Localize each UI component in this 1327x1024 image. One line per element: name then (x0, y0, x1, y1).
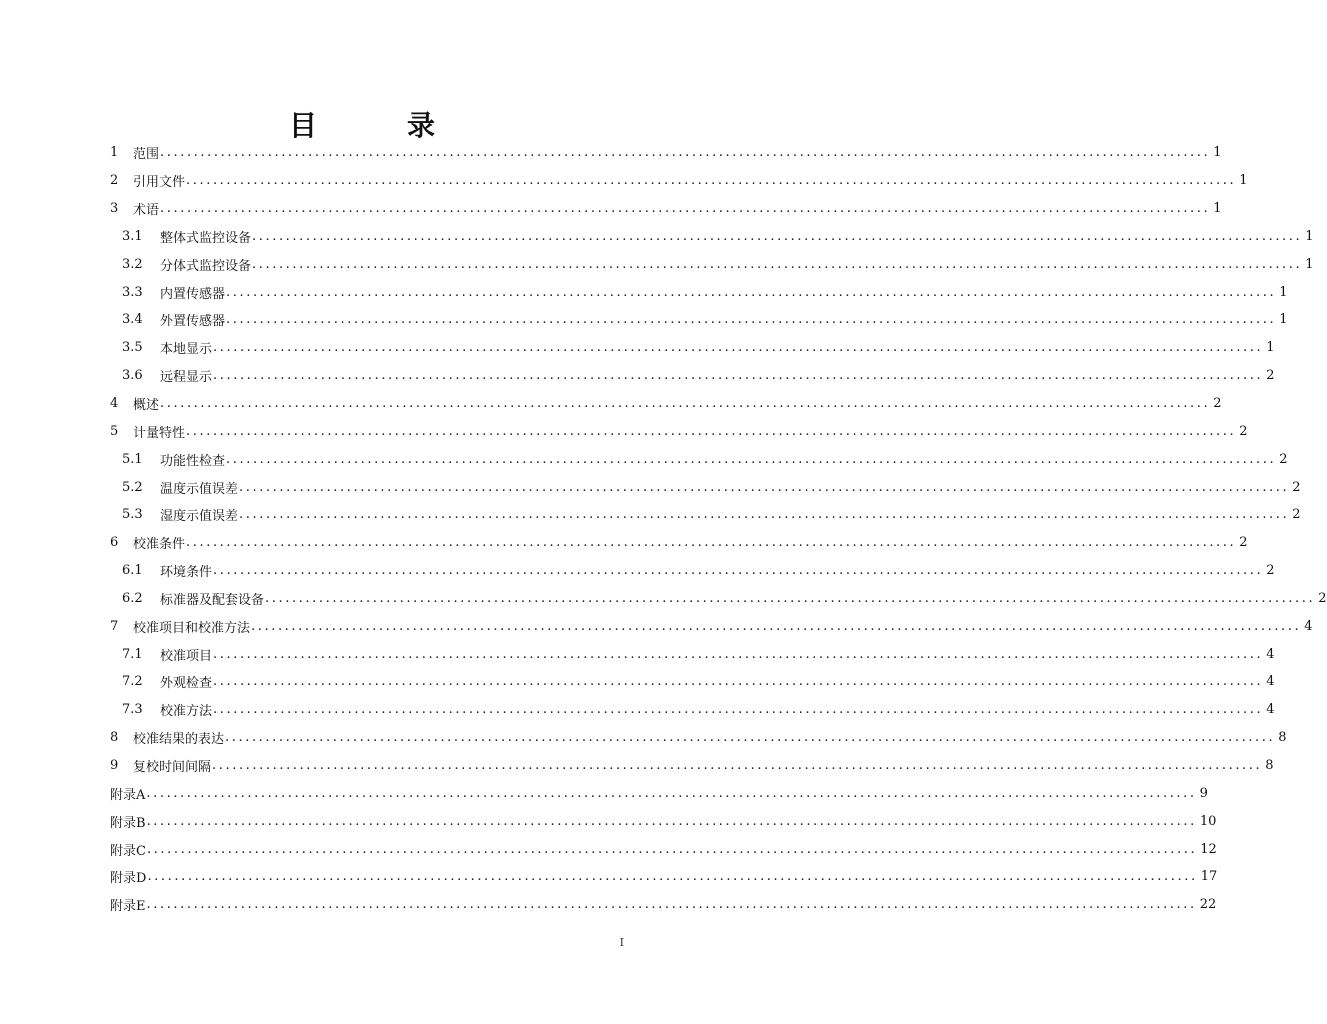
table-of-contents (0, 139, 1327, 919)
toc-entry-label: 内置传感器 (160, 286, 226, 302)
toc-entry-label: 附录A (110, 787, 146, 803)
toc-entry-page-number: 1 (1266, 340, 1275, 356)
toc-dot-leader: ............................................................................................................................................................ (212, 757, 1263, 773)
toc-entry-number: 5.1 (122, 451, 143, 467)
toc-dot-leader: ............................................................................................................................................................ (186, 535, 1237, 551)
toc-entry[interactable] (0, 696, 1275, 724)
toc-entry-number: 6 (110, 535, 119, 551)
page-number: I (619, 936, 624, 949)
toc-dot-leader: ............................................................................................................................................................ (239, 479, 1290, 495)
toc-entry[interactable] (0, 529, 1248, 557)
toc-entry-label: 环境条件 (160, 565, 213, 581)
toc-entry[interactable] (0, 250, 1314, 278)
toc-dot-leader: ............................................................................................................................................................ (252, 256, 1303, 272)
toc-entry-number: 5.2 (122, 479, 143, 495)
toc-entry[interactable] (0, 612, 1313, 640)
toc-entry-page-number: 1 (1213, 201, 1222, 217)
toc-dot-leader: ............................................................................................................................................................ (160, 145, 1211, 161)
toc-entry-number: 9 (110, 757, 119, 773)
toc-entry-number: 3 (110, 201, 119, 217)
toc-entry-number: 3.2 (122, 256, 143, 272)
toc-entry-label: 附录B (110, 815, 146, 831)
toc-dot-leader: ............................................................................................................................................................ (265, 590, 1316, 606)
toc-entry-number: 7.3 (122, 702, 143, 718)
toc-entry-number: 4 (110, 396, 119, 412)
toc-entry-number: 6.1 (122, 563, 143, 579)
toc-dot-leader: ............................................................................................................................................................ (213, 674, 1264, 690)
toc-dot-leader: ............................................................................................................................................................ (186, 423, 1237, 439)
toc-entry-label: 概述 (133, 398, 160, 414)
page-title-char-1: 目 (288, 109, 407, 142)
toc-entry-page-number: 4 (1304, 618, 1313, 634)
toc-entry[interactable] (0, 362, 1275, 390)
toc-entry[interactable] (0, 139, 1222, 167)
toc-entry-number: 3.1 (122, 228, 143, 244)
toc-entry-label: 校准结果的表达 (133, 732, 225, 748)
toc-entry-page-number: 10 (1199, 813, 1217, 829)
toc-dot-leader: ............................................................................................................................................................ (147, 869, 1198, 885)
toc-entry-page-number: 2 (1279, 451, 1288, 467)
toc-entry-label: 本地显示 (160, 342, 213, 358)
toc-entry-label: 校准项目 (160, 648, 213, 664)
toc-entry-label: 术语 (133, 203, 160, 219)
toc-dot-leader: ............................................................................................................................................................ (160, 396, 1211, 412)
toc-entry-page-number: 2 (1292, 507, 1301, 523)
toc-entry[interactable] (0, 835, 1217, 863)
toc-entry-label: 引用文件 (133, 175, 186, 191)
toc-entry-number: 3.6 (122, 368, 143, 384)
toc-entry-label: 功能性检查 (160, 453, 226, 469)
toc-entry-label: 计量特性 (133, 425, 186, 441)
toc-dot-leader: ............................................................................................................................................................ (146, 897, 1197, 913)
toc-entry-page-number: 1 (1279, 284, 1288, 300)
toc-entry-page-number: 22 (1199, 897, 1217, 913)
toc-entry[interactable] (0, 724, 1287, 752)
toc-entry[interactable] (0, 668, 1275, 696)
toc-entry-number: 1 (110, 145, 119, 161)
toc-dot-leader: ............................................................................................................................................................ (146, 841, 1198, 857)
toc-entry-label: 附录E (110, 899, 146, 915)
toc-entry[interactable] (0, 306, 1288, 334)
toc-entry-label: 温度示值误差 (160, 481, 239, 497)
toc-entry-page-number: 2 (1239, 535, 1248, 551)
toc-entry-number: 5.3 (122, 507, 143, 523)
toc-dot-leader: ............................................................................................................................................................ (160, 201, 1211, 217)
toc-entry[interactable] (0, 557, 1275, 585)
toc-entry[interactable] (0, 334, 1275, 362)
toc-entry-label: 标准器及配套设备 (160, 592, 265, 608)
toc-entry-label: 范围 (133, 147, 160, 163)
toc-entry-label: 外置传感器 (160, 314, 226, 330)
toc-entry-number: 3.4 (122, 312, 143, 328)
toc-entry[interactable] (0, 278, 1288, 306)
toc-entry-page-number: 2 (1266, 368, 1275, 384)
toc-entry[interactable] (0, 752, 1274, 780)
toc-entry[interactable] (0, 223, 1314, 251)
page-title-char-2: 录 (407, 109, 526, 142)
toc-entry-page-number: 2 (1266, 563, 1275, 579)
toc-entry-label: 分体式监控设备 (160, 258, 252, 274)
toc-entry-page-number: 4 (1266, 646, 1275, 662)
toc-dot-leader: ............................................................................................................................................................ (186, 173, 1237, 189)
toc-entry-page-number: 17 (1200, 869, 1218, 885)
toc-entry-number: 2 (110, 173, 119, 189)
toc-entry-page-number: 1 (1279, 312, 1288, 328)
toc-entry-label: 湿度示值误差 (160, 509, 239, 525)
toc-entry-page-number: 2 (1239, 423, 1248, 439)
toc-entry[interactable] (0, 390, 1222, 418)
toc-entry-label: 复校时间间隔 (133, 759, 212, 775)
toc-entry-label: 校准条件 (133, 537, 186, 553)
toc-entry-page-number: 1 (1239, 173, 1248, 189)
toc-entry-number: 7.2 (122, 674, 143, 690)
toc-entry[interactable] (0, 585, 1327, 613)
toc-entry-number: 7 (110, 618, 119, 634)
toc-dot-leader: ............................................................................................................................................................ (239, 507, 1290, 523)
toc-entry-page-number: 8 (1278, 730, 1287, 746)
toc-entry-number: 3.5 (122, 340, 143, 356)
toc-entry[interactable] (0, 195, 1222, 223)
toc-entry-page-number: 2 (1318, 590, 1327, 606)
toc-entry-label: 外观检查 (160, 676, 213, 692)
toc-dot-leader: ............................................................................................................................................................ (146, 813, 1197, 829)
toc-dot-leader: ............................................................................................................................................................ (226, 312, 1277, 328)
toc-entry-page-number: 9 (1199, 785, 1208, 801)
toc-dot-leader: ............................................................................................................................................................ (226, 451, 1277, 467)
toc-entry-number: 6.2 (122, 590, 143, 606)
toc-entry-number: 7.1 (122, 646, 143, 662)
toc-dot-leader: ............................................................................................................................................................ (225, 730, 1276, 746)
toc-entry[interactable] (0, 640, 1275, 668)
toc-entry-label: 校准方法 (160, 704, 213, 720)
toc-entry-page-number: 2 (1213, 396, 1222, 412)
toc-dot-leader: ............................................................................................................................................................ (213, 702, 1264, 718)
toc-entry-page-number: 4 (1266, 674, 1275, 690)
toc-entry[interactable] (0, 167, 1248, 195)
toc-entry-page-number: 4 (1266, 702, 1275, 718)
toc-entry[interactable] (0, 501, 1301, 529)
toc-entry-page-number: 1 (1305, 256, 1314, 272)
toc-dot-leader: ............................................................................................................................................................ (252, 228, 1303, 244)
toc-entry[interactable] (0, 863, 1218, 891)
toc-entry-label: 附录D (110, 871, 147, 887)
toc-entry-page-number: 1 (1213, 145, 1222, 161)
toc-entry-label: 附录C (110, 843, 146, 859)
toc-entry-number: 8 (110, 730, 119, 746)
toc-dot-leader: ............................................................................................................................................................ (226, 284, 1277, 300)
toc-dot-leader: ............................................................................................................................................................ (213, 563, 1264, 579)
toc-entry-page-number: 12 (1200, 841, 1217, 857)
toc-entry-number: 5 (110, 423, 119, 439)
toc-entry-label: 整体式监控设备 (160, 230, 252, 246)
toc-dot-leader: ............................................................................................................................................................ (213, 368, 1264, 384)
toc-entry[interactable] (0, 807, 1217, 835)
toc-entry-page-number: 1 (1305, 228, 1314, 244)
toc-entry[interactable] (0, 417, 1248, 445)
toc-entry-number: 3.3 (122, 284, 143, 300)
toc-dot-leader: ............................................................................................................................................................ (146, 785, 1197, 801)
toc-entry-page-number: 8 (1265, 757, 1274, 773)
toc-entry[interactable] (0, 779, 1208, 807)
toc-entry[interactable] (0, 473, 1301, 501)
toc-dot-leader: ............................................................................................................................................................ (213, 340, 1264, 356)
toc-entry[interactable] (0, 891, 1217, 919)
toc-dot-leader: ............................................................................................................................................................ (213, 646, 1264, 662)
toc-entry-page-number: 2 (1292, 479, 1301, 495)
toc-dot-leader: ............................................................................................................................................................ (251, 618, 1302, 634)
toc-entry-label: 校准项目和校准方法 (133, 620, 251, 636)
toc-entry[interactable] (0, 445, 1288, 473)
toc-entry-label: 远程显示 (160, 370, 213, 386)
